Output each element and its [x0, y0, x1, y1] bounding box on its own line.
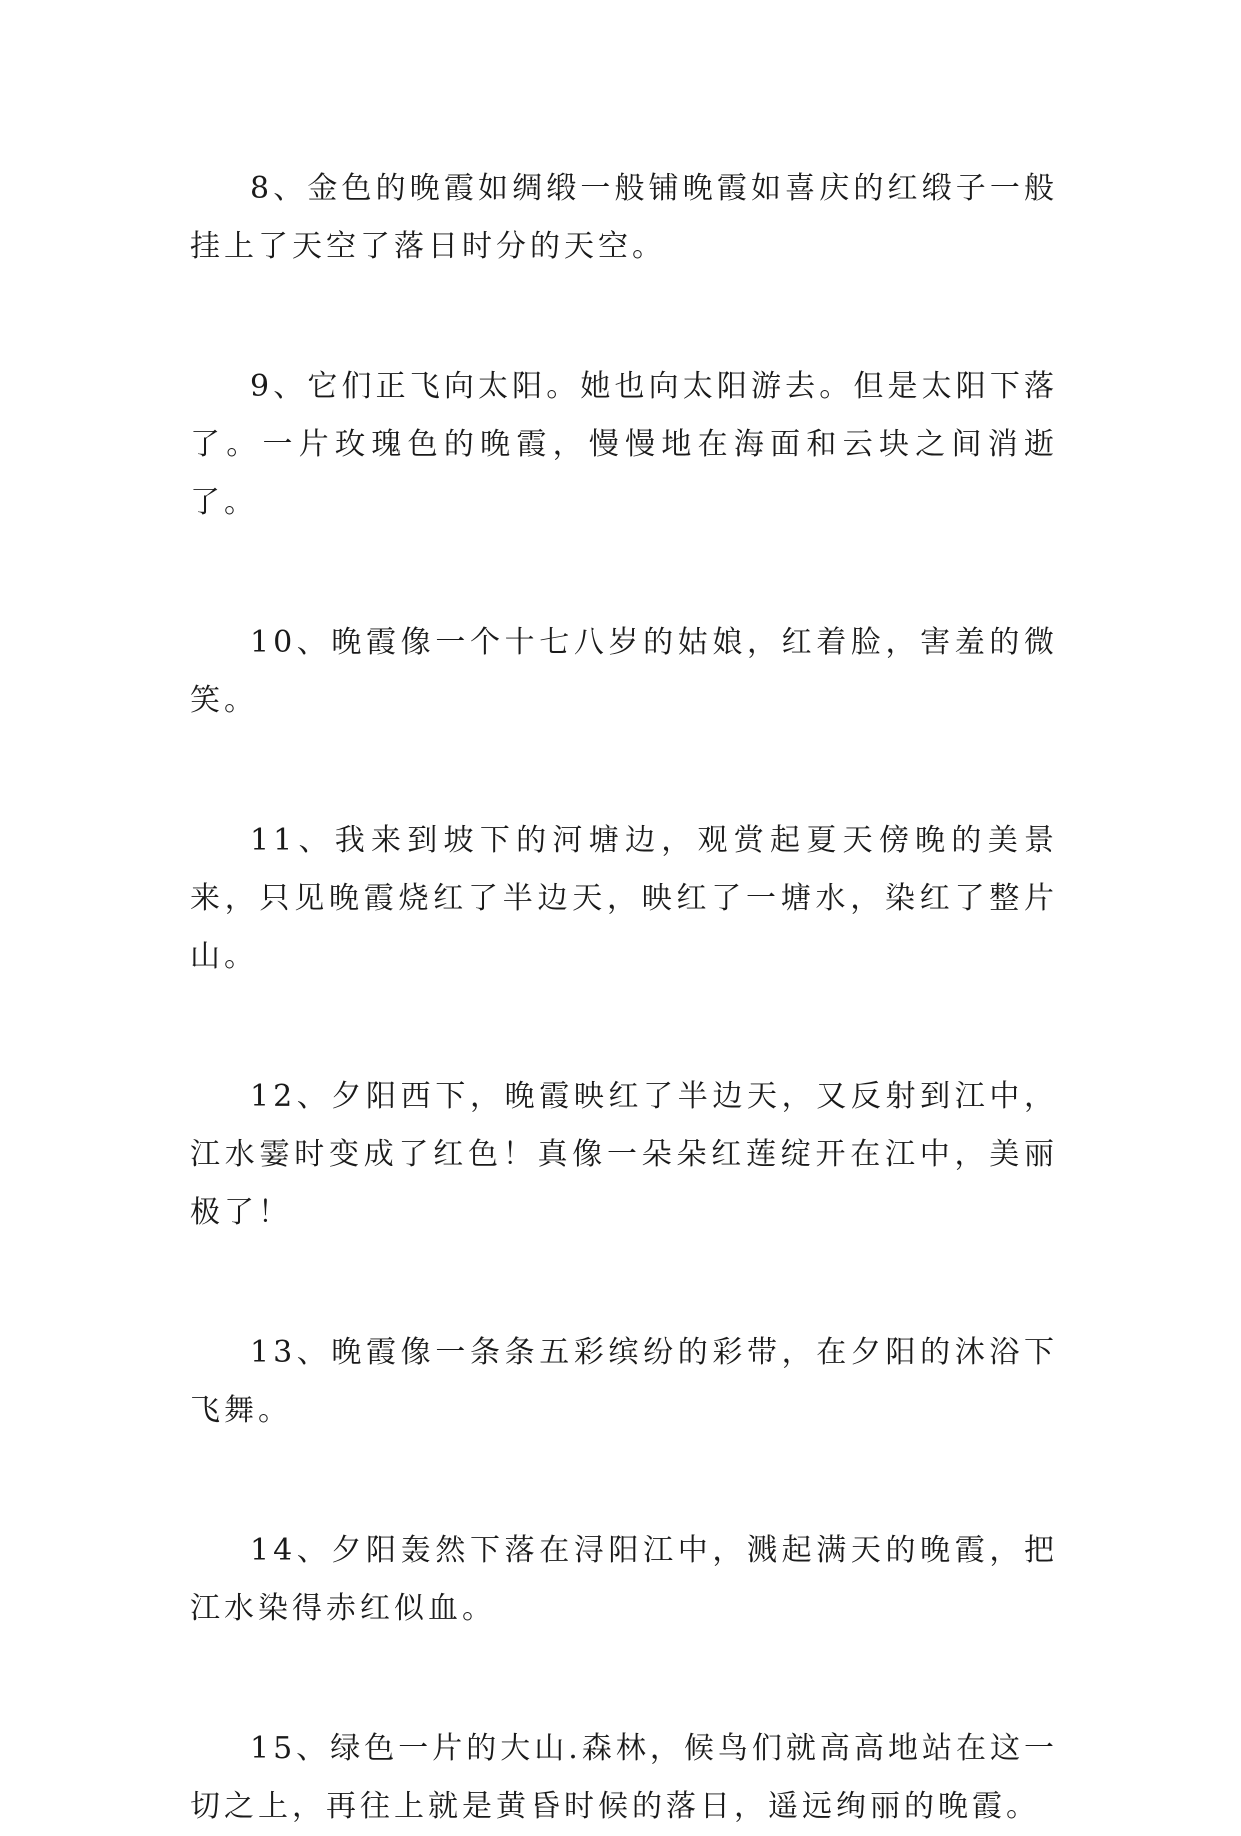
- paragraph-10: 10、晚霞像一个十七八岁的姑娘，红着脸，害羞的微笑。: [190, 625, 1058, 718]
- document-body: [190, 160, 1058, 1836]
- paragraph-9: 9、它们正飞向太阳。她也向太阳游去。但是太阳下落了。一片玫瑰色的晚霞，慢慢地在海面和云块之间消逝了。: [190, 369, 1058, 520]
- paragraph-13: 13、晚霞像一条条五彩缤纷的彩带，在夕阳的沐浴下飞舞。: [190, 1335, 1058, 1428]
- paragraph-8: 8、金色的晚霞如绸缎一般铺晚霞如喜庆的红缎子一般挂上了天空了落日时分的天空。: [190, 171, 1058, 264]
- paragraph-12: 12、夕阳西下，晚霞映红了半边天，又反射到江中，江水霎时变成了红色！真像一朵朵红莲绽开在江中，美丽极了！: [190, 1079, 1058, 1230]
- paragraph-11: 11、我来到坡下的河塘边，观赏起夏天傍晚的美景来，只见晚霞烧红了半边天，映红了一塘水，染红了整片山。: [190, 823, 1058, 974]
- paragraph-15: 15、绿色一片的大山.森林，候鸟们就高高地站在这一切之上，再往上就是黄昏时候的落日，遥远绚丽的晚霞。: [190, 1731, 1058, 1824]
- paragraph-14: 14、夕阳轰然下落在浔阳江中，溅起满天的晚霞，把江水染得赤红似血。: [190, 1533, 1058, 1626]
